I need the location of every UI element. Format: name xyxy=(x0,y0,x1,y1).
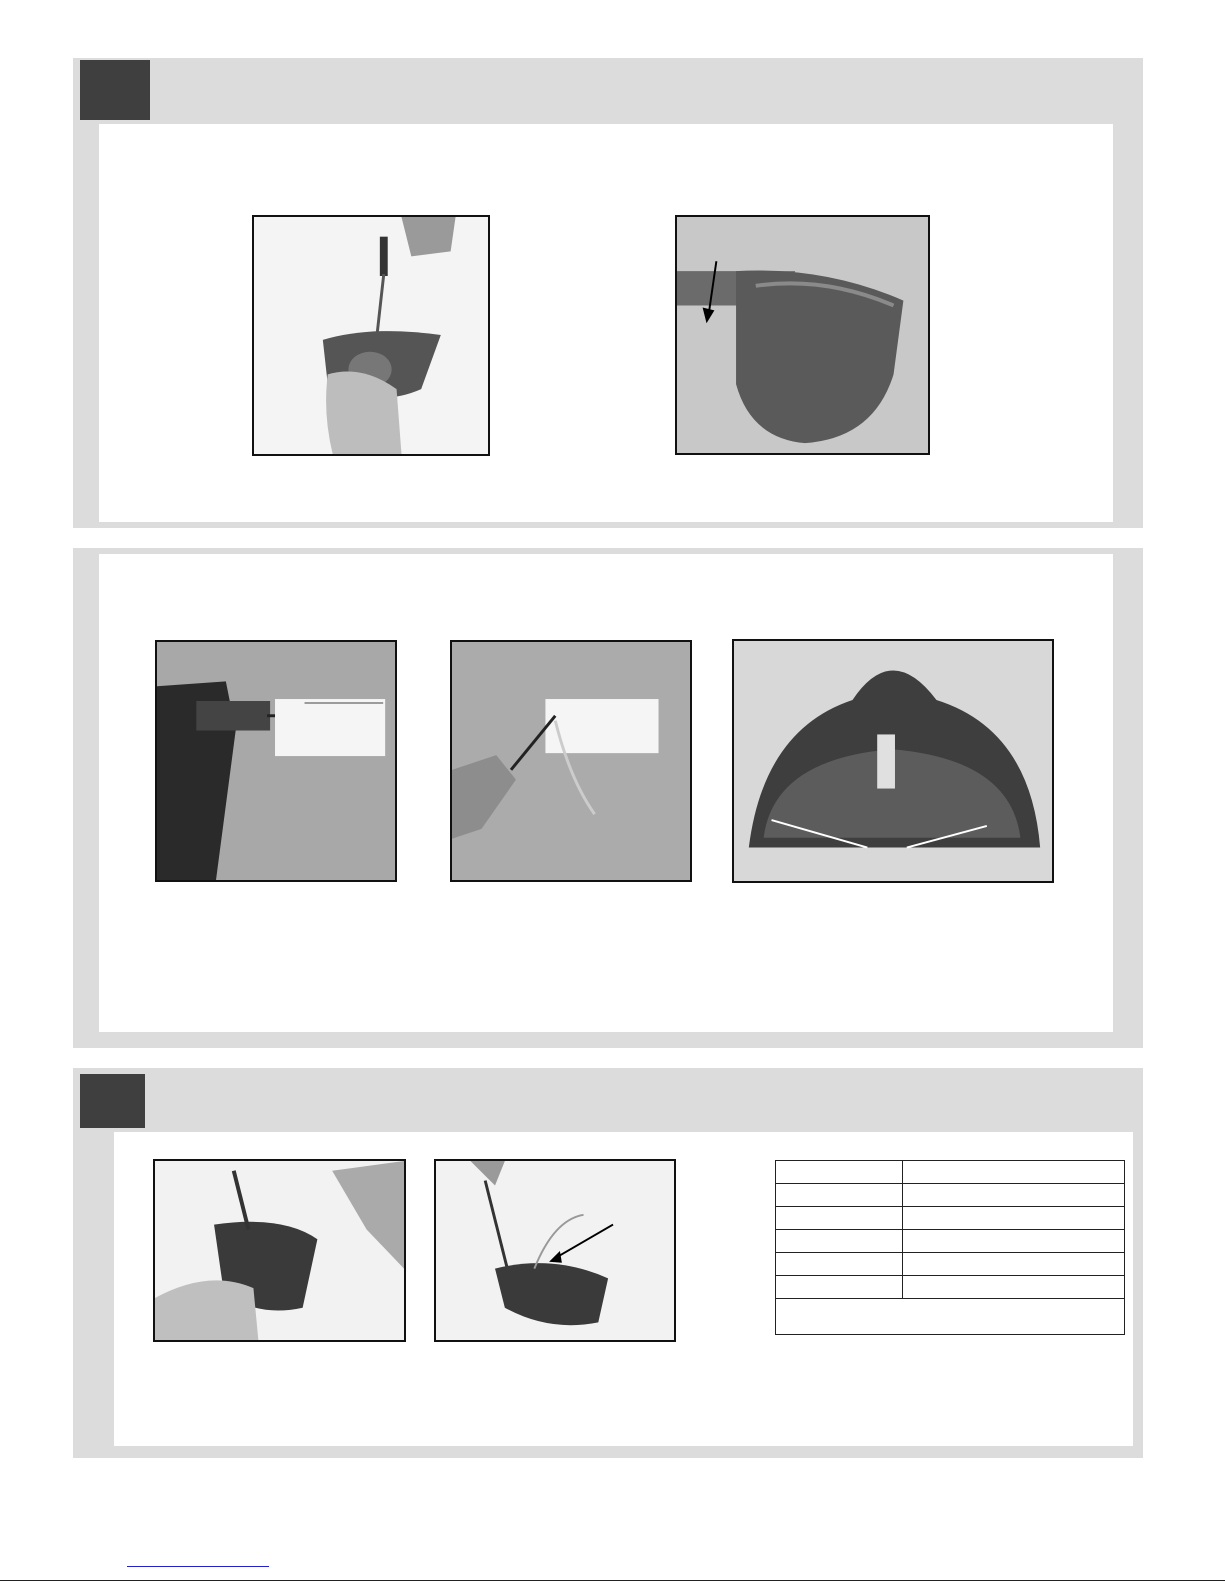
table-cell xyxy=(903,1207,1125,1230)
table-cell xyxy=(776,1184,903,1207)
photo-cover-removal-screwdriver xyxy=(252,215,490,456)
table-cell xyxy=(776,1253,903,1276)
spec-table xyxy=(775,1160,1125,1335)
table-row xyxy=(776,1276,1125,1299)
photo-wiring-arrow xyxy=(434,1159,676,1342)
page-bottom-rule xyxy=(0,1580,1225,1581)
section-1-number-box xyxy=(80,60,150,120)
table-row xyxy=(776,1230,1125,1253)
photo-cover-detach-arrow xyxy=(675,215,930,455)
table-row xyxy=(776,1253,1125,1276)
photo-cable-through-template xyxy=(450,640,692,882)
table-footer-cell xyxy=(776,1299,1125,1335)
table-cell xyxy=(776,1230,903,1253)
photo-drilling-with-template xyxy=(155,640,397,882)
table-footer-row xyxy=(776,1299,1125,1335)
table-cell xyxy=(776,1161,903,1184)
table-cell xyxy=(776,1276,903,1299)
table-cell xyxy=(776,1207,903,1230)
table-cell xyxy=(903,1230,1125,1253)
table-row xyxy=(776,1184,1125,1207)
table-row xyxy=(776,1161,1125,1184)
photo-circuit-board-screwdriver xyxy=(153,1159,406,1342)
table-cell xyxy=(903,1253,1125,1276)
table-cell xyxy=(903,1276,1125,1299)
table-cell xyxy=(903,1184,1125,1207)
table-cell xyxy=(903,1161,1125,1184)
section-3-number-box xyxy=(80,1074,145,1128)
table-row xyxy=(776,1207,1125,1230)
footer-link[interactable] xyxy=(127,1563,269,1567)
photo-base-mounting-arrows xyxy=(732,639,1054,883)
